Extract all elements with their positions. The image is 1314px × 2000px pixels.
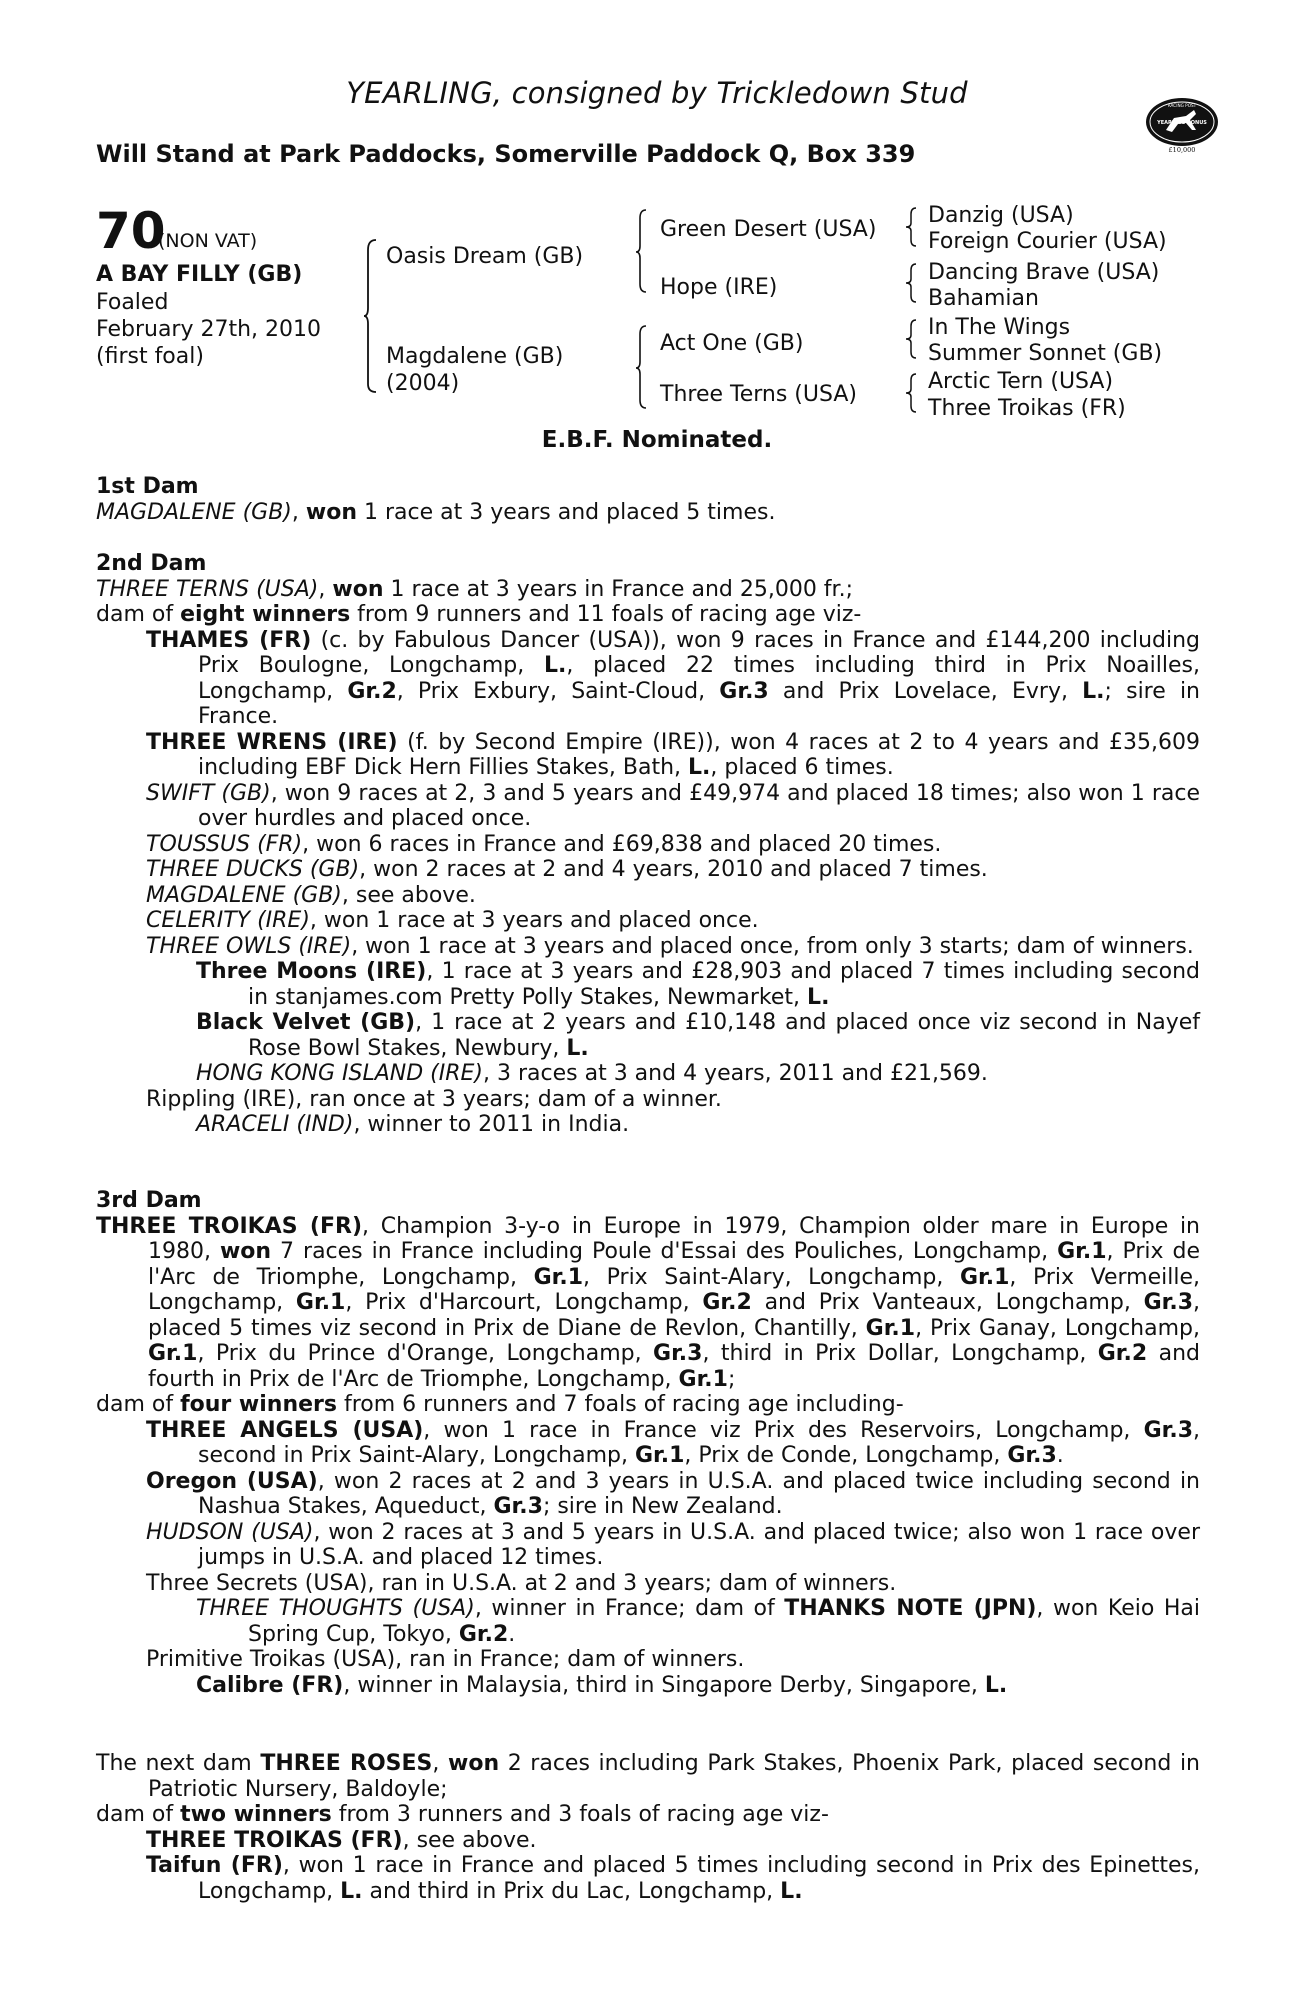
produce-hudson: [96, 1520, 1200, 1571]
group-label: Gr.3: [719, 678, 769, 704]
sale-location: Will Stand at Park Paddocks, Somerville Paddock Q, Box 339: [96, 140, 916, 168]
produce-three-troikas: [96, 1828, 1200, 1854]
record-text: ,: [432, 1751, 448, 1776]
third-dam-produce-summary: [96, 1392, 1200, 1418]
listed-label: L.: [688, 755, 711, 780]
record-text: and fourth in Prix de l'Arc de Triomphe, Longchamp,: [148, 1341, 1201, 1392]
record-text: , won 1 race at 3 years and placed once.: [309, 908, 759, 933]
record-text: , Prix du Prince d'Orange, Longchamp,: [197, 1341, 654, 1366]
group-label: Gr.1: [959, 1264, 1010, 1290]
horse-name: Three Moons (IRE): [196, 959, 427, 984]
lot-note: (first foal): [96, 344, 204, 369]
horse-name: HUDSON (USA): [146, 1519, 314, 1545]
third-dam-section: [96, 1188, 1200, 1698]
record-text: , winner in France; dam of: [474, 1596, 785, 1621]
g3-bracket-1: [906, 206, 922, 248]
second-dam-section: [96, 551, 1200, 1138]
produce-oregon: [96, 1469, 1200, 1520]
horse-name: HONG KONG ISLAND (IRE): [196, 1061, 483, 1086]
record-text: ; sire in France.: [198, 678, 1200, 729]
record-text: , third in Prix Dollar, Longchamp,: [702, 1341, 1098, 1366]
horse-name: THREE TROIKAS (FR): [146, 1827, 403, 1853]
record-text: , see above.: [341, 882, 476, 908]
produce-swift: [96, 781, 1200, 832]
produce-three-angels: [96, 1418, 1200, 1469]
produce-araceli: [96, 1112, 1200, 1138]
group-label: Gr.2: [458, 1621, 509, 1647]
record-text: The next dam: [96, 1751, 261, 1776]
horse-name: Taifun (FR): [146, 1853, 283, 1878]
g3-3: Dancing Brave (USA): [928, 260, 1160, 285]
horse-name: SWIFT (GB): [146, 780, 271, 806]
group-label: Gr.1: [295, 1290, 346, 1315]
record-text: , won 2 races at 2 and 3 years in U.S.A. and placed twice including second in Nashua Stakes, Aqueduct,: [198, 1468, 1200, 1519]
first-dam-name: MAGDALENE (GB): [96, 499, 292, 525]
next-dam-section: [96, 1751, 1200, 1904]
first-dam-record: MAGDALENE (GB), won 1 race at 3 years and placed 5 times.: [96, 499, 776, 525]
foaled-label: Foaled: [96, 290, 169, 315]
won-label: won: [219, 1239, 272, 1264]
horse-name: ARACELI (IND): [196, 1112, 354, 1137]
group-label: Gr.1: [533, 1264, 584, 1290]
record-text: 2 races including Park Stakes, Phoenix Park, placed second in Patriotic Nursery, Baldoyle;: [148, 1751, 1200, 1802]
horse-name: THREE OWLS (IRE): [146, 933, 352, 959]
dam-bracket: [636, 322, 652, 412]
record-text: .: [508, 1621, 516, 1647]
produce-magdalene: [96, 883, 1200, 909]
next-dam-produce-summary: [96, 1802, 1200, 1828]
badge-middle-text: YEARLING BONUS: [1157, 120, 1207, 126]
lot-name: A BAY FILLY (GB): [96, 262, 303, 287]
record-text: , Prix de Conde, Longchamp,: [684, 1443, 1008, 1468]
produce-three-owls: [96, 934, 1200, 960]
record-text: , Prix Exbury, Saint-Cloud,: [396, 678, 720, 704]
produce-black-velvet: [96, 1010, 1200, 1061]
g3-bracket-2: [906, 262, 922, 304]
record-text: , won 1 race at 3 years and placed once, from only 3 starts; dam of winners.: [351, 933, 1194, 959]
group-label: Gr.3: [493, 1494, 543, 1519]
second-dam-text: 1 race at 3 years in France and 25,000 fr.;: [383, 576, 853, 602]
g3-8: Three Troikas (FR): [928, 396, 1126, 421]
record-text: ;: [727, 1366, 736, 1392]
group-label: Gr.3: [653, 1341, 703, 1366]
record-text: , winner in Malaysia, third in Singapore Derby, Singapore,: [343, 1672, 985, 1698]
next-dam-record: [96, 1751, 1200, 1802]
produce-three-secrets: Three Secrets (USA), ran in U.S.A. at 2 and 3 years; dam of winners.: [146, 1570, 897, 1596]
record-text: ; sire in New Zealand.: [542, 1494, 783, 1519]
second-dam-heading: 2nd Dam: [96, 551, 207, 576]
produce-taifun: [96, 1853, 1200, 1904]
g3-5: In The Wings: [928, 315, 1071, 340]
group-label: Gr.2: [1097, 1341, 1148, 1366]
horse-name: THAMES (FR): [146, 627, 312, 653]
sire-bracket: [636, 206, 652, 296]
group-label: Gr.1: [678, 1366, 728, 1392]
first-dam-heading: 1st Dam: [96, 474, 199, 499]
record-text: , Prix Ganay, Longchamp,: [915, 1315, 1200, 1341]
horse-name: THREE ROSES: [260, 1751, 433, 1776]
produce-three-thoughts: [96, 1596, 1200, 1647]
first-dam-section: [96, 474, 1200, 525]
second-dam-produce-summary: [96, 602, 1200, 628]
group-label: Gr.2: [347, 678, 397, 704]
pedigree-main-bracket: [364, 236, 384, 396]
winners-count: eight winners: [180, 602, 351, 627]
g3-bracket-3: [906, 318, 922, 360]
sire: Oasis Dream (GB): [386, 244, 584, 269]
record-text: , 1 race at 3 years and £28,903 and placed 7 times including second in stanjames.com Pretty Polly Stakes, Newmarket,: [248, 959, 1200, 1010]
second-dam-name: THREE TERNS (USA): [96, 576, 319, 602]
dam: Magdalene (GB): [386, 344, 564, 369]
group-label: Gr.3: [1143, 1290, 1194, 1315]
g3-bracket-4: [906, 372, 922, 414]
record-text: , second in Prix Saint-Alary, Longchamp,: [198, 1417, 1200, 1468]
dam-of-label: dam of: [96, 1802, 181, 1827]
record-text: and Prix Vanteaux, Longchamp,: [751, 1290, 1144, 1315]
produce-summary-text: from 3 runners and 3 foals of racing age viz-: [331, 1802, 829, 1827]
horse-name: CELERITY (IRE): [146, 908, 310, 933]
lot-number: 70: [96, 202, 166, 260]
winners-count: four winners: [180, 1392, 337, 1417]
produce-three-ducks: [96, 857, 1200, 883]
g3-6: Summer Sonnet (GB): [928, 341, 1163, 366]
record-text: , won 1 race in France viz Prix des Reservoirs, Longchamp,: [423, 1417, 1144, 1443]
record-text: , Prix Vermeille, Longchamp,: [148, 1264, 1200, 1315]
horse-name: Black Velvet (GB): [196, 1010, 416, 1035]
group-label: Gr.3: [1007, 1443, 1057, 1468]
horse-name: MAGDALENE (GB): [146, 882, 342, 908]
record-text: , Prix Saint-Alary, Longchamp,: [583, 1264, 960, 1290]
record-text: , won 1 race in France and placed 5 times including second in Prix des Epinettes, Longchamp,: [198, 1853, 1200, 1904]
produce-primitive-troikas: Primitive Troikas (USA), ran in France; dam of winners.: [146, 1647, 745, 1672]
group-label: Gr.1: [865, 1315, 916, 1341]
sire-sire: Green Desert (USA): [660, 217, 877, 242]
listed-label: L.: [1082, 678, 1105, 704]
listed-label: L.: [566, 1035, 589, 1061]
horse-name: THREE TROIKAS (FR): [96, 1213, 363, 1239]
record-text: , winner to 2011 in India.: [353, 1112, 630, 1137]
listed-label: L.: [807, 984, 830, 1010]
record-text: , won Keio Hai Spring Cup, Tokyo,: [248, 1596, 1200, 1647]
won-label: won: [305, 499, 357, 525]
dam-sire: Act One (GB): [660, 331, 804, 356]
record-text: , won 2 races at 3 and 5 years in U.S.A. and placed twice; also won 1 race over jumps in U.S.A. and placed 12 times.: [198, 1519, 1200, 1570]
record-text: (f. by Second Empire (IRE)), won 4 races at 2 to 4 years and £35,609 including EBF Dick Hern Fillies Stakes, Bath,: [198, 729, 1200, 780]
horse-name: THREE WRENS (IRE): [146, 729, 398, 755]
dam-of-label: dam of: [96, 602, 181, 627]
produce-thames: [96, 628, 1200, 730]
record-text: , won 6 races in France and £69,838 and placed 20 times.: [302, 831, 942, 857]
dam-year: (2004): [386, 371, 460, 396]
group-label: Gr.3: [1143, 1417, 1193, 1443]
horse-name: THANKS NOTE (JPN): [784, 1596, 1037, 1621]
produce-summary-text: from 9 runners and 11 foals of racing age viz-: [350, 602, 862, 627]
g3-7: Arctic Tern (USA): [928, 369, 1114, 394]
record-text: , won 9 races at 2, 3 and 5 years and £49,974 and placed 18 times; also won 1 race over hurdles and placed once.: [198, 780, 1200, 831]
winners-count: two winners: [180, 1802, 332, 1827]
third-dam-heading: 3rd Dam: [96, 1188, 202, 1213]
badge-amount: £10,000: [1168, 146, 1196, 154]
g3-2: Foreign Courier (USA): [928, 229, 1167, 254]
produce-hong-kong-island: [96, 1061, 1200, 1087]
g3-4: Bahamian: [928, 286, 1039, 311]
record-text: , see above.: [402, 1827, 537, 1853]
sire-dam: Hope (IRE): [660, 275, 778, 300]
group-label: Gr.1: [1057, 1239, 1107, 1264]
group-label: Gr.1: [634, 1443, 685, 1468]
page-title: YEARLING, consigned by Trickledown Stud: [346, 76, 968, 110]
produce-calibre: [96, 1673, 1200, 1699]
listed-label: L.: [340, 1878, 363, 1904]
record-text: , placed 22 times including third in Prix Noailles, Longchamp,: [198, 653, 1200, 704]
foaled-date: February 27th, 2010: [96, 317, 322, 342]
dam-dam: Three Terns (USA): [660, 382, 857, 407]
produce-toussus: [96, 832, 1200, 858]
vat-status: (NON VAT): [158, 230, 258, 252]
horse-name: THREE THOUGHTS (USA): [196, 1596, 475, 1621]
horse-name: THREE ANGELS (USA): [146, 1417, 424, 1443]
third-dam-record: [96, 1214, 1200, 1393]
produce-celerity: [96, 908, 1200, 934]
record-text: , placed 5 times viz second in Prix de Diane de Revlon, Chantilly,: [148, 1290, 1201, 1341]
record-text: , 3 races at 3 and 4 years, 2011 and £21,569.: [483, 1061, 988, 1086]
record-text: .: [1056, 1443, 1064, 1468]
first-dam-text: 1 race at 3 years and placed 5 times.: [357, 499, 776, 525]
listed-label: L.: [780, 1878, 803, 1904]
produce-rippling: Rippling (IRE), ran once at 3 years; dam of a winner.: [146, 1086, 722, 1112]
record-text: and third in Prix du Lac, Longchamp,: [362, 1878, 781, 1904]
produce-three-wrens: [96, 730, 1200, 781]
produce-three-moons: [96, 959, 1200, 1010]
group-label: Gr.2: [702, 1290, 752, 1315]
record-text: 7 races in France including Poule d'Essai des Pouliches, Longchamp,: [271, 1239, 1058, 1264]
horse-name: TOUSSUS (FR): [146, 831, 303, 857]
bonus-badge-icon: [1140, 96, 1224, 154]
won-label: won: [332, 576, 384, 602]
horse-name: Oregon (USA): [146, 1468, 318, 1494]
record-text: , Prix d'Harcourt, Longchamp,: [345, 1290, 703, 1315]
group-label: Gr.1: [148, 1341, 198, 1366]
record-text: , won 2 races at 2 and 4 years, 2010 and placed 7 times.: [359, 857, 988, 882]
record-text: , placed 6 times.: [710, 755, 894, 780]
record-text: and Prix Lovelace, Evry,: [768, 678, 1083, 704]
horse-name: THREE DUCKS (GB): [146, 857, 360, 882]
g3-1: Danzig (USA): [928, 203, 1074, 228]
ebf-nominated: E.B.F. Nominated.: [541, 427, 773, 453]
dam-of-label: dam of: [96, 1392, 181, 1417]
yearling-bonus-badge: [1140, 96, 1224, 154]
produce-summary-text: from 6 runners and 7 foals of racing age including-: [337, 1392, 904, 1417]
horse-name: Calibre (FR): [196, 1672, 344, 1698]
record-text: (c. by Fabulous Dancer (USA)), won 9 races in France and £144,200 including Prix Boulogne, Longchamp,: [198, 627, 1200, 678]
record-text: , Prix de l'Arc de Triomphe, Longchamp,: [148, 1239, 1201, 1290]
listed-label: L.: [984, 1672, 1008, 1698]
record-text: , 1 race at 2 years and £10,148 and placed once viz second in Nayef Rose Bowl Stakes, Newbury,: [248, 1010, 1200, 1061]
won-label: won: [448, 1751, 500, 1776]
listed-label: L.: [543, 653, 567, 678]
record-text: , Champion 3-y-o in Europe in 1979, Champion older mare in Europe in 1980,: [148, 1213, 1200, 1264]
second-dam-record: THREE TERNS (USA), won 1 race at 3 years in France and 25,000 fr.;: [96, 576, 853, 602]
badge-top-text: RACING POST: [1167, 103, 1197, 108]
